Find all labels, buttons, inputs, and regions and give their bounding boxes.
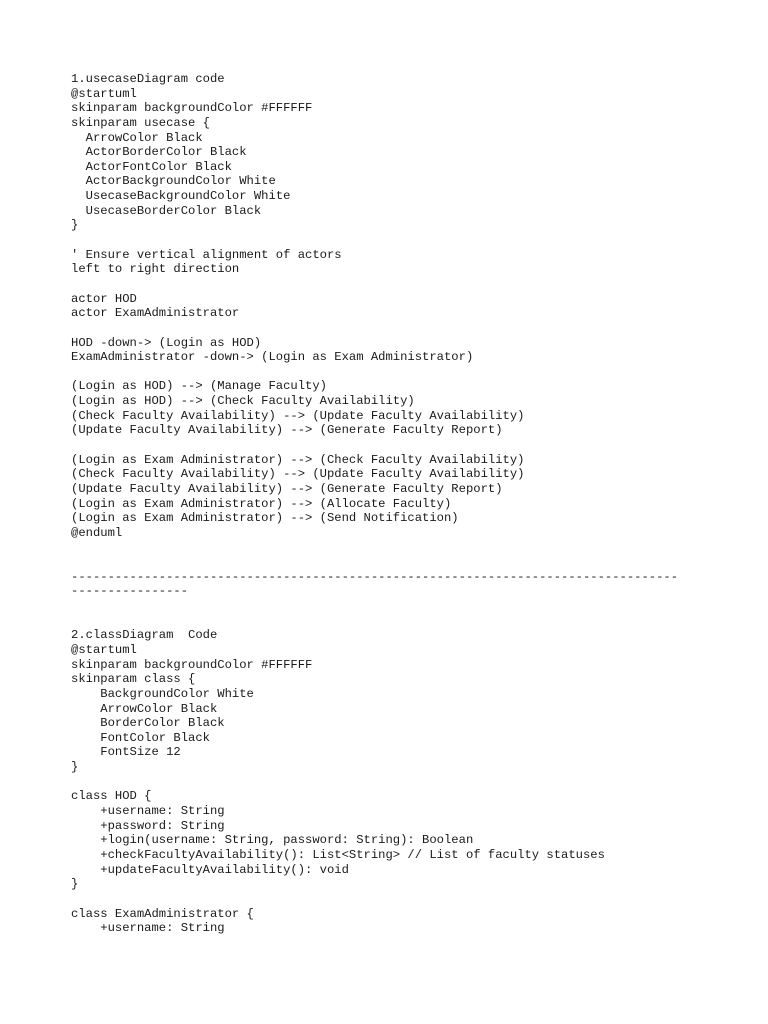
code-line: (Update Faculty Availability) --> (Generate Faculty Report) (71, 423, 503, 438)
code-line: class HOD { (71, 789, 152, 804)
code-line: actor HOD (71, 291, 137, 306)
code-line: (Login as Exam Administrator) --> (Allocate Faculty) (71, 496, 452, 511)
code-line: @startuml (71, 86, 137, 101)
code-line: ----------------------------------------------------------------------------------- (71, 569, 679, 584)
code-line: ArrowColor Black (71, 130, 203, 145)
code-line: skinparam usecase { (71, 115, 210, 130)
code-line: class ExamAdministrator { (71, 906, 254, 921)
code-line (71, 321, 751, 336)
code-line: 2.classDiagram Code (71, 628, 218, 643)
code-line: @startuml (71, 642, 137, 657)
code-line: (Login as HOD) --> (Manage Faculty) (71, 379, 327, 394)
code-line: (Login as Exam Administrator) --> (Send Notification) (71, 511, 459, 526)
code-line: UsecaseBorderColor Black (71, 203, 262, 218)
code-line: +login(username: String, password: String): Boolean (71, 833, 474, 848)
code-line: +updateFacultyAvailability(): void (71, 862, 349, 877)
code-line: } (71, 760, 79, 775)
code-line (71, 233, 751, 248)
code-line (71, 555, 751, 570)
code-line: } (71, 218, 79, 233)
code-line: +password: String (71, 818, 225, 833)
code-line: FontSize 12 (71, 745, 181, 760)
code-line: } (71, 877, 79, 892)
code-line: ' Ensure vertical alignment of actors (71, 247, 342, 262)
code-line (71, 775, 751, 790)
code-line: UsecaseBackgroundColor White (71, 189, 291, 204)
code-line: (Login as HOD) --> (Check Faculty Availability) (71, 394, 415, 409)
document-body (71, 72, 751, 936)
code-line: BorderColor Black (71, 716, 225, 731)
code-line: ActorBorderColor Black (71, 145, 247, 160)
code-line: @enduml (71, 525, 123, 540)
code-line: left to right direction (71, 262, 240, 277)
code-line: +checkFacultyAvailability(): List<String> // List of faculty statuses (71, 847, 605, 862)
code-line: ---------------- (71, 584, 189, 599)
code-line: ExamAdministrator -down-> (Login as Exam Administrator) (71, 350, 474, 365)
code-line (71, 277, 751, 292)
code-line: BackgroundColor White (71, 686, 254, 701)
code-line: skinparam backgroundColor #FFFFFF (71, 657, 313, 672)
code-line: 1.usecaseDiagram code (71, 72, 225, 86)
code-line: (Update Faculty Availability) --> (Generate Faculty Report) (71, 481, 503, 496)
code-line: FontColor Black (71, 730, 210, 745)
code-line (71, 541, 751, 556)
code-line: ActorFontColor Black (71, 159, 232, 174)
code-line (71, 892, 751, 907)
code-line: ActorBackgroundColor White (71, 174, 276, 189)
code-line (71, 365, 751, 380)
code-line: (Check Faculty Availability) --> (Update Faculty Availability) (71, 467, 525, 482)
code-line (71, 599, 751, 614)
code-line: +username: String (71, 804, 225, 819)
code-line (71, 614, 751, 629)
code-line: HOD -down-> (Login as HOD) (71, 335, 262, 350)
code-line: ArrowColor Black (71, 701, 218, 716)
code-line: actor ExamAdministrator (71, 306, 240, 321)
code-line (71, 438, 751, 453)
code-line: skinparam backgroundColor #FFFFFF (71, 101, 313, 116)
code-line: (Check Faculty Availability) --> (Update Faculty Availability) (71, 408, 525, 423)
code-line: (Login as Exam Administrator) --> (Check Faculty Availability) (71, 452, 525, 467)
code-line: +username: String (71, 921, 225, 936)
code-line: skinparam class { (71, 672, 196, 687)
